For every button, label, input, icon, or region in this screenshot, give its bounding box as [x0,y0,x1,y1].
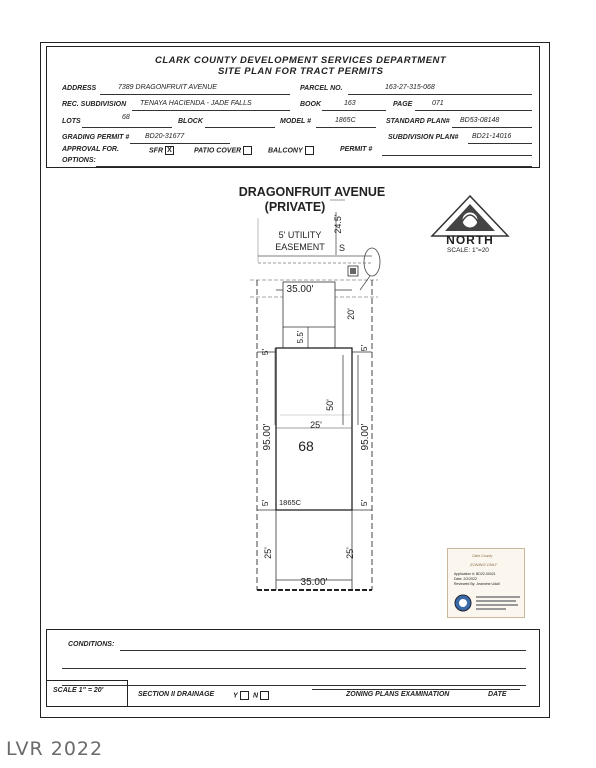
approval-label: APPROVAL FOR. [62,146,119,153]
zoning-approval-stamp [447,548,525,618]
house-width: 25' [310,420,322,430]
drainage-label: SECTION II DRAINAGE [138,691,215,698]
stamp-title: ZONING ONLY [470,562,498,567]
street-name: DRAGONFRUIT AVENUE [238,185,386,199]
lots-value: 68 [122,114,130,121]
patio-label: PATIO COVER [194,147,242,155]
form-title: SITE PLAN FOR TRACT PERMITS [218,66,384,77]
north-arrow-icon [432,196,508,236]
lot-width-top: 35.00' [286,284,314,295]
side-setback-right-bottom: 5' [359,499,369,507]
sewer-mark: S [339,243,346,253]
block-label: BLOCK [178,118,203,125]
sfr-checkbox[interactable]: X [165,146,174,155]
model-label: MODEL # [280,118,311,125]
cul-de-sac-curve [364,248,380,276]
rear-setback-left: 25' [263,547,273,559]
permit-label: PERMIT # [340,146,373,153]
listing-watermark: LVR 2022 [6,738,104,760]
house-depth: 50' [325,399,335,411]
book-label: BOOK [300,101,321,108]
zoning-examination-label: ZONING PLANS EXAMINATION [346,691,450,698]
parcel-value: 163-27-315-068 [385,84,435,91]
subdivision-label: REC. SUBDIVISION [62,101,127,108]
side-setback-left-top: 5' [260,348,270,356]
address-label: ADDRESS [62,85,97,92]
side-setback-left-bottom: 5' [260,499,270,507]
page-value: 071 [432,100,444,107]
subdivision-plan-value: BD21-14016 [472,133,512,140]
side-setback-right-top: 5' [359,344,369,352]
drainage-no-checkbox[interactable] [260,691,269,700]
drainage-yes-option [233,691,249,700]
conditions-label: CONDITIONS: [68,641,115,648]
driveway-depth: 20' [346,308,356,320]
stamp-date: Date: 2/2/2022 [454,577,477,581]
stamp-reviewer: Reviewed By: Jeannine Udall [454,582,500,586]
lot-number: 68 [298,438,314,454]
model-value: 1865C [335,117,356,124]
scale-label: SCALE 1" = 20' [53,687,104,694]
book-value: 163 [344,100,356,107]
drainage-no-option [253,691,269,700]
date-label: DATE [488,691,507,698]
address-value: 7389 DRAGONFRUIT AVENUE [118,84,217,91]
lot-depth-left: 95.00' [262,423,273,451]
grading-permit-label: GRADING PERMIT # [62,134,130,141]
standard-plan-value: BD53-08148 [460,117,500,124]
garage-offset: 5.5' [296,330,305,344]
drainage-no-label: N [253,692,259,700]
subdivision-plan-label: SUBDIVISION PLAN# [388,134,459,141]
stamp-application: Application #: BD22-00421 [454,572,496,576]
lot-width-bottom: 35.00' [300,577,328,588]
parcel-label: PARCEL NO. [300,85,343,92]
rear-setback-right: 25' [345,547,355,559]
street-note: (PRIVATE) [264,200,326,214]
grading-permit-value: BD20-31677 [145,133,185,140]
drainage-yes-label: Y [233,692,238,700]
options-label: OPTIONS: [62,157,96,164]
lot-depth-right: 95.00' [360,423,371,451]
drainage-yes-checkbox[interactable] [240,691,249,700]
stamp-agency: Clark County [472,554,493,558]
sfr-label: SFR [149,147,163,155]
balcony-label: BALCONY [268,147,303,155]
north-label: NORTH [446,233,494,247]
lots-label: LOTS [62,118,81,125]
department-title: CLARK COUNTY DEVELOPMENT SERVICES DEPARTMENT [155,55,447,66]
plan-model-tag: 1865C [279,498,302,507]
page-label: PAGE [393,101,413,108]
street-width-label: 24.5' [333,214,343,234]
utility-easement-line1: 5' UTILITY [278,230,322,240]
subdivision-value: TENAYA HACIENDA - JADE FALLS [140,100,252,107]
scale-note: SCALE: 1"=20 [447,247,489,254]
county-seal-icon [454,594,472,612]
utility-easement-line2: EASEMENT [275,242,325,252]
standard-plan-label: STANDARD PLAN# [386,118,450,125]
